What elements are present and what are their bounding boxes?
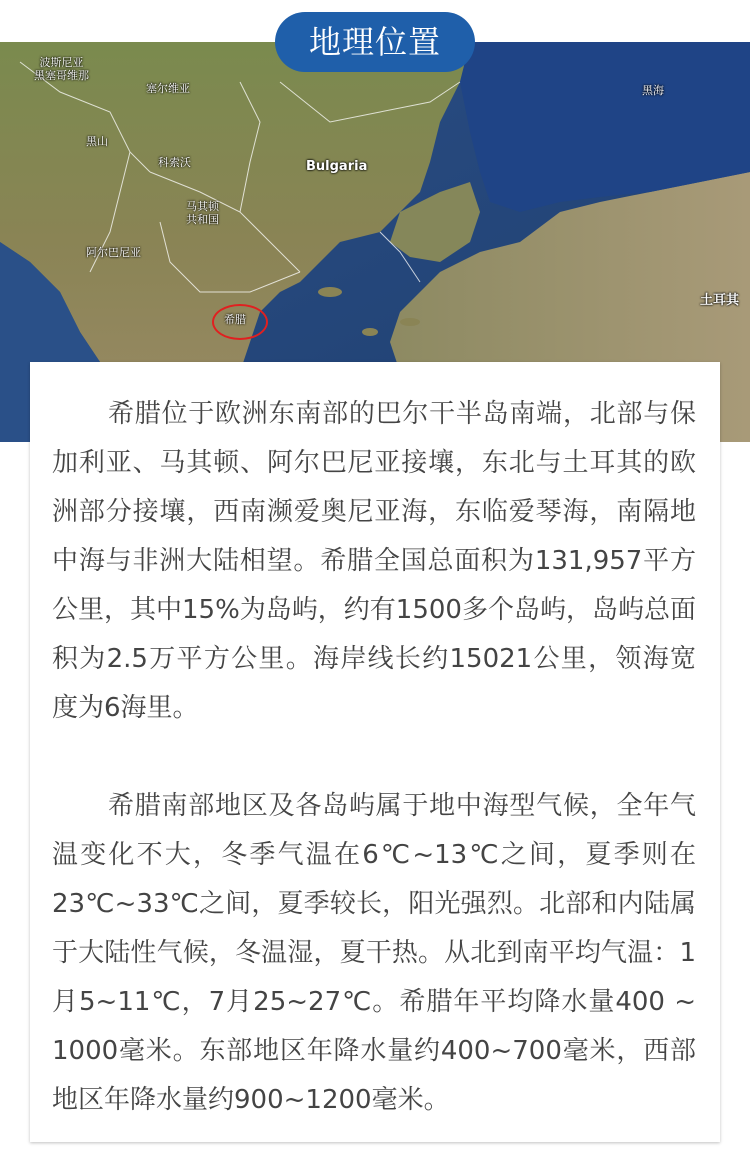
content-card [30, 362, 720, 1142]
paragraph-climate: 希腊南部地区及各岛屿属于地中海型气候，全年气温变化不大，冬季气温在6℃~13℃之间，夏季则在23℃~33℃之间，夏季较长，阳光强烈。北部和内陆属于大陆性气候，冬温湿，夏干热。从北到南平均气温：1月5~11℃，7月25~27℃。希腊年平均降水量400 ~ 1000毫米。东部地区年降水量约400~700毫米，西部地区年降水量约900~1200毫米。 [52, 791, 696, 1115]
map-label-bulgaria-text: Bulgaria [306, 159, 368, 174]
map-label-montenegro [86, 135, 108, 148]
map-label-turkey [700, 294, 739, 307]
map-label-black-sea [642, 84, 664, 97]
map-label-albania [86, 246, 141, 259]
map-label-bulgaria [306, 160, 367, 173]
map-label-albania-text: 阿尔巴尼亚 [86, 246, 141, 259]
map-label-macedonia-text: 马其顿 共和国 [186, 200, 219, 226]
map-label-macedonia [186, 200, 219, 226]
section-title-text: 地理位置 [308, 23, 441, 61]
map-label-serbia-text: 塞尔维亚 [146, 82, 190, 95]
map-label-bosnia-text: 波斯尼亚 黑塞哥维那 [34, 56, 89, 82]
map-label-greece-text: 希腊 [224, 313, 246, 326]
section-title [275, 12, 475, 72]
map-label-black-sea-text: 黑海 [642, 84, 664, 97]
map-label-kosovo [158, 156, 191, 169]
map-label-kosovo-text: 科索沃 [158, 156, 191, 169]
greece-highlight-circle [212, 304, 268, 340]
map-label-turkey-text: 土耳其 [700, 293, 740, 308]
map-label-serbia [146, 82, 190, 95]
map-label-montenegro-text: 黑山 [86, 135, 108, 148]
map-label-bosnia [34, 56, 89, 82]
paragraph-geography: 希腊位于欧洲东南部的巴尔干半岛南端，北部与保加利亚、马其顿、阿尔巴尼亚接壤，东北与土耳其的欧洲部分接壤，西南濒爱奥尼亚海，东临爱琴海，南隔地中海与非洲大陆相望。希腊全国总面积为131,957平方公里，其中15%为岛屿，约有1500多个岛屿，岛屿总面积为2.5万平方公里。海岸线长约15021公里，领海宽度为6海里。 [52, 399, 696, 723]
